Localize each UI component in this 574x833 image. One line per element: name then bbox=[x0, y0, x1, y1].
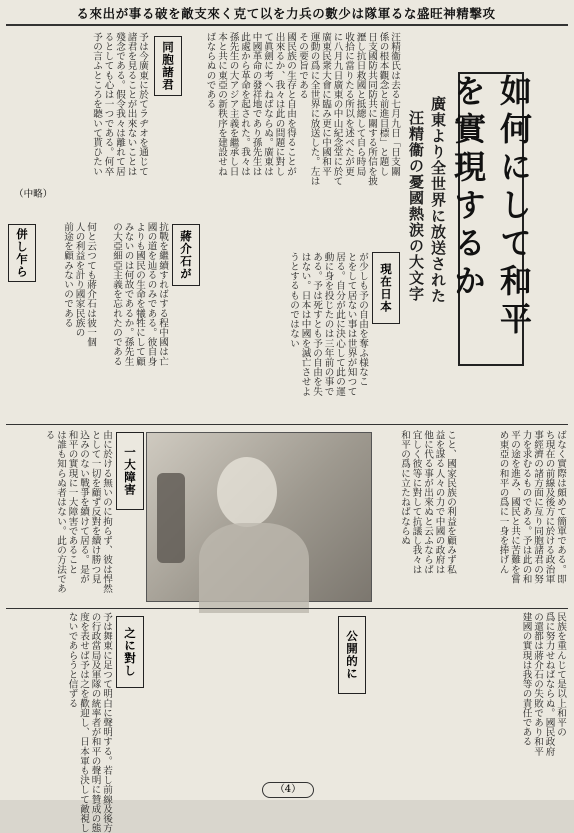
text-line: 他に代る事が出來ぬと云ふならば bbox=[422, 430, 433, 574]
heading-shikashinagara: 併し乍ら bbox=[8, 224, 36, 282]
top-banner: る來出が事る破を敵支來く克て以を力兵の數少は隊軍るな盛旺神精撃攻 bbox=[76, 6, 496, 21]
text-line: ばならぬのである bbox=[204, 32, 216, 109]
intro-column-right bbox=[530, 30, 566, 365]
text-line: 宜しく彼等に對して抗議し我々は bbox=[410, 430, 422, 574]
text-line: 建國の實現は我等の責任である bbox=[520, 612, 532, 747]
text-line: 國の道を辿るのみである。彼自身 bbox=[145, 222, 157, 366]
text-line: に八月九日廣東の中山紀念堂に於て bbox=[331, 32, 343, 186]
text-line: みないのは何故であるか。孫先生 bbox=[122, 222, 134, 366]
body-paragraph-10 bbox=[150, 612, 334, 777]
heading-kokaiteki: 公開的に bbox=[338, 616, 366, 694]
subtitle-1: 廣東より全世界に放送された bbox=[429, 96, 447, 304]
photo-wang-jingwei bbox=[146, 432, 372, 602]
text-line: ばなく實際は頗めて簡單である。即 bbox=[555, 430, 566, 584]
text-line: 前途を顧みないのである bbox=[62, 222, 73, 328]
text-line: こと、國家民族の利益を顧みず私 bbox=[445, 430, 456, 574]
text-line: て眞劍に考へねばならぬ。廣東は bbox=[262, 32, 273, 176]
intro-paragraph bbox=[297, 32, 400, 244]
text-line: ち現在の前線及後方に於ける政治軍 bbox=[543, 430, 555, 584]
text-line: 民族を重んじて是以上和平の bbox=[555, 612, 566, 737]
body-paragraph-1 bbox=[196, 32, 296, 244]
body-paragraph-11 bbox=[8, 612, 112, 833]
text-line: の還都は蔣介石の失敗であり和平 bbox=[532, 612, 543, 756]
text-line: 益を謀る人々の力で中國の政府は bbox=[433, 430, 445, 574]
body-paragraph-6 bbox=[8, 430, 112, 605]
text-line: 中國革命の發祥地であり孫先生は bbox=[250, 32, 262, 176]
text-line: 出來るか、我々は此の問題に對し bbox=[273, 32, 285, 176]
heading-daishogai: 一大障害 bbox=[116, 432, 144, 510]
text-line: ないであらうと信ずる bbox=[66, 612, 78, 708]
text-line: 込みのない戰爭を續けて居る。是が bbox=[78, 430, 89, 584]
text-line: 動に身を投じたのは三年前の事で bbox=[322, 252, 334, 396]
heading-genzai-nihon: 現在日本 bbox=[372, 252, 400, 324]
omission-mark: （中略） bbox=[14, 189, 53, 200]
text-line: よりも國民の生命を犧牲にして顧 bbox=[134, 222, 145, 366]
text-line: 廣東民衆大會に臨み更に中國和平 bbox=[320, 32, 331, 176]
text-line: として一切を顧ず反對を續け勝つ見 bbox=[89, 430, 101, 584]
body-paragraph-5 bbox=[38, 222, 96, 422]
text-line: が少しも予の自由を奪ふ様なこ bbox=[357, 252, 368, 387]
heading-kore-ni-taishi: 之に對し bbox=[116, 616, 144, 688]
text-line: 爲に努力せねばならぬ。國民政府 bbox=[543, 612, 555, 756]
text-line: その要旨である bbox=[297, 32, 308, 100]
text-line: 和平の爲に立たねばならぬ bbox=[399, 430, 410, 546]
section-rule-2 bbox=[6, 608, 568, 609]
body-paragraph-7 bbox=[376, 430, 456, 605]
body-paragraph-3 bbox=[288, 252, 368, 417]
text-line: 殘念である。假令我々は離れて居 bbox=[114, 32, 125, 176]
page-number: （4） bbox=[262, 782, 314, 798]
text-line: 予の言ふところを聽いて貰ひたい bbox=[91, 32, 102, 176]
body-paragraph-2 bbox=[8, 32, 148, 197]
text-line: 何と云つても蔣介石は彼一個 bbox=[85, 222, 96, 347]
text-line: うとするものではない bbox=[288, 252, 299, 348]
text-line: 運動の爲に全世界に放送した。左は bbox=[308, 32, 320, 186]
text-line: の行政當局及軍隊の統率者が和平の聲明に贊成の態 bbox=[89, 612, 101, 833]
body-paragraph-8 bbox=[462, 430, 566, 605]
text-line: 諸君を見ることが出來ないことは bbox=[125, 32, 137, 176]
text-line: 人の利益を計り國家民族の bbox=[73, 222, 85, 338]
text-line: る bbox=[43, 430, 55, 440]
text-line: 係の根本觀念と前進目標」と題し bbox=[377, 32, 389, 176]
text-line: 瀝し抗日救國と抵總して自ら時局 bbox=[354, 32, 366, 176]
text-line: 日支國防共同防共に關する所信を披 bbox=[366, 32, 377, 186]
article-title: 如何にして和平を實現するか bbox=[449, 74, 533, 340]
text-line: 汪精衞氏は去る七月九日「日支關 bbox=[389, 32, 400, 176]
text-line: 本と共に東亞の新秩序を建設せね bbox=[216, 32, 227, 176]
text-line: 度を表せば予は之を歡迎し、日本軍も決して敵視し bbox=[78, 612, 89, 833]
text-line: 平の途を進み、國民と共に苦難を嘗 bbox=[509, 430, 520, 584]
heading-sho-kaiseki: 蔣介石が bbox=[172, 224, 200, 286]
text-line: 由に於ける無いのに拘らず、彼は悍然 bbox=[101, 430, 112, 594]
text-line: 和平の實現に一大障害であること bbox=[66, 430, 78, 574]
text-line: 抗戰を繼續すればする程中國は亡 bbox=[157, 222, 168, 366]
text-line: るとしても心は一つである。何卒 bbox=[102, 32, 114, 176]
text-line: はない。日本は中國を滅亡させよ bbox=[299, 252, 311, 396]
subtitle-2: 汪精衞の憂國熱涙の大文字 bbox=[407, 110, 425, 302]
text-line: 此處から革命を起された。我々は bbox=[239, 32, 250, 176]
text-line: 力を求むるものである。予は此の和 bbox=[520, 430, 532, 584]
text-line: の大亞細亞主義を忘れたのである bbox=[111, 222, 122, 366]
text-line: 居る。自分が此に決心して此の運 bbox=[334, 252, 345, 396]
text-line: とをして居ない事は世界が知つて bbox=[345, 252, 357, 396]
text-line: は誰も知らぬ者はない。此の方法であ bbox=[55, 430, 66, 594]
text-line: 國民族の生存と自由を得ることが bbox=[285, 32, 296, 176]
text-line: 事經濟の諸方面に亙り同胞諸君の努 bbox=[532, 430, 543, 584]
body-paragraph-9 bbox=[370, 612, 566, 777]
banner-rule bbox=[6, 24, 568, 26]
text-line: 予は舞東に足つて明白に聲明する。若し前線及後方 bbox=[101, 612, 112, 833]
text-line: ある。予は死すとも予の自由を失 bbox=[311, 252, 322, 396]
text-line: 孫先生の大アジア主義を繼承し日 bbox=[227, 32, 239, 176]
text-line: 予は今廣東に於てラヂオを通じて bbox=[137, 32, 148, 176]
article-title-box bbox=[449, 72, 533, 366]
text-line: め東亞の和平の爲に一身を捧げん bbox=[497, 430, 509, 574]
text-line: 收拾に當りたる所以を述べたが更 bbox=[343, 32, 354, 176]
heading-doho: 同胞諸君 bbox=[154, 36, 182, 96]
body-paragraph-4 bbox=[100, 222, 168, 422]
section-rule bbox=[6, 424, 568, 425]
